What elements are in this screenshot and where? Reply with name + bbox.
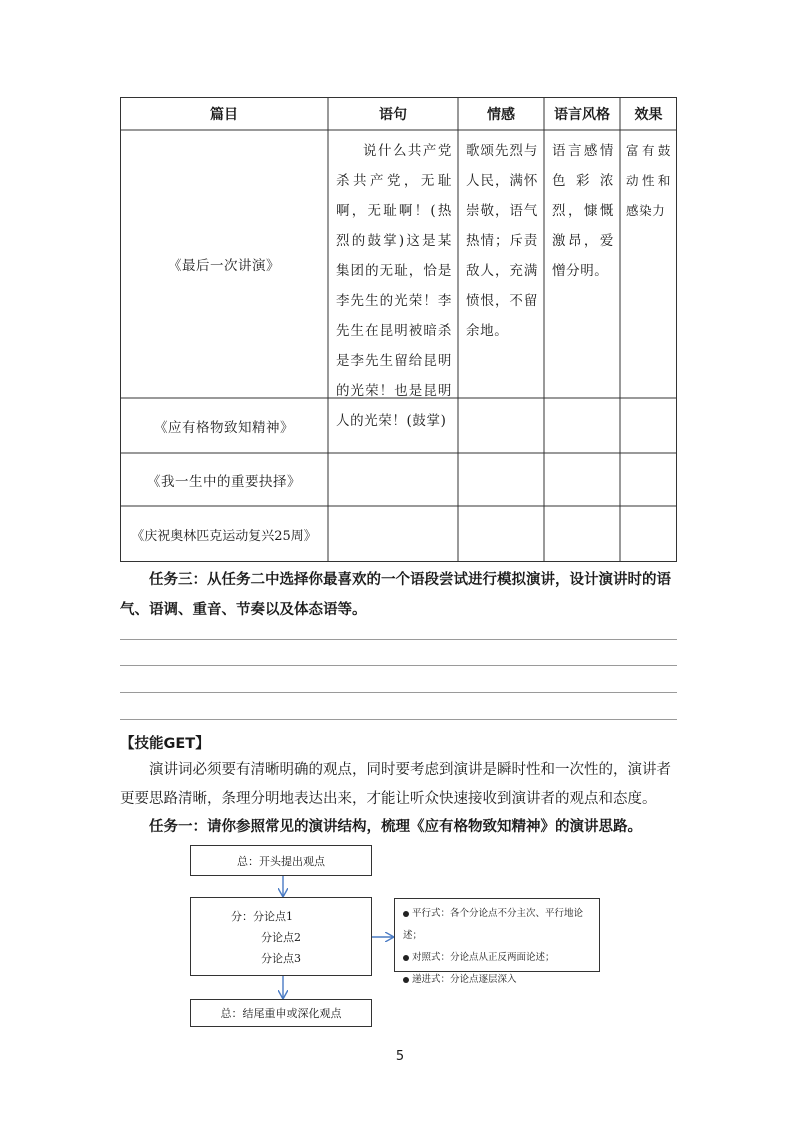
row2-title: 《应有格物致知精神》 bbox=[154, 419, 294, 436]
bullet-icon bbox=[403, 911, 409, 917]
answer-line-2[interactable] bbox=[120, 665, 677, 666]
bullet-icon bbox=[403, 977, 409, 983]
skill-heading: 【技能GET】 bbox=[120, 736, 210, 752]
row1-style: 语言感情色彩浓烈，慷慨激昂，爱憎分明。 bbox=[552, 143, 614, 279]
task1-prompt: 任务一：请你参照常见的演讲结构，梳理《应有格物致知精神》的演讲思路。 bbox=[149, 819, 642, 835]
answer-line-4[interactable] bbox=[120, 719, 677, 720]
flow-box-conclusion bbox=[190, 999, 372, 1027]
header-effect: 效果 bbox=[634, 106, 663, 123]
row1-title: 《最后一次讲演》 bbox=[168, 258, 280, 274]
flow-box-body bbox=[190, 897, 372, 976]
header-title: 篇目 bbox=[210, 106, 238, 123]
flow-point-2: 分论点2 bbox=[261, 931, 301, 944]
skill-paragraph: 演讲词必须要有清晰明确的观点，同时要考虑到演讲是瞬时性和一次性的，演讲者更要思路清晰，条理分明地表达出来，才能让听众快速接收到演讲者的观点和态度。 bbox=[120, 762, 671, 807]
flow-point-1: 分：分论点1 bbox=[231, 910, 293, 923]
analysis-table bbox=[120, 97, 677, 562]
row4-title: 《庆祝奥林匹克运动复兴25周》 bbox=[131, 528, 317, 544]
bullet-icon bbox=[403, 955, 409, 961]
flow-intro-text: 总：开头提出观点 bbox=[237, 854, 325, 868]
structure-progressive: 递进式：分论点逐层深入 bbox=[395, 969, 599, 991]
answer-line-1[interactable] bbox=[120, 639, 677, 640]
row3-title: 《我一生中的重要抉择》 bbox=[147, 473, 301, 490]
answer-line-3[interactable] bbox=[120, 692, 677, 693]
structure-contrast: 对照式：分论点从正反两面论述； bbox=[395, 947, 599, 969]
structure-parallel: 平行式：各个分论点不分主次、平行地论述； bbox=[403, 908, 584, 941]
row1-effect: 富有鼓动性和感染力 bbox=[626, 143, 671, 218]
header-emotion: 情感 bbox=[487, 106, 515, 123]
header-style: 语言风格 bbox=[554, 106, 610, 123]
page-number: 5 bbox=[395, 1049, 405, 1064]
header-sentence: 语句 bbox=[379, 106, 407, 123]
row1-sentence: 说什么共产党杀共产党，无耻啊，无耻啊！(热烈的鼓掌)这是某集团的无耻，恰是李先生的光荣！李先生在昆明被暗杀是李先生留给昆明的光荣！也是昆明人的光荣！(鼓掌) bbox=[336, 143, 452, 429]
flow-point-3: 分论点3 bbox=[261, 952, 301, 965]
row1-emotion: 歌颂先烈与人民，满怀崇敬，语气热情；斥责敌人，充满愤恨，不留余地。 bbox=[466, 143, 538, 339]
task3-prompt: 任务三：从任务二中选择你最喜欢的一个语段尝试进行模拟演讲，设计演讲时的语气、语调、重音、节奏以及体态语等。 bbox=[120, 572, 671, 618]
flow-conclusion-text: 总：结尾重申或深化观点 bbox=[220, 1007, 342, 1020]
flow-box-structure-types bbox=[394, 898, 600, 985]
flow-box-intro bbox=[190, 845, 372, 876]
